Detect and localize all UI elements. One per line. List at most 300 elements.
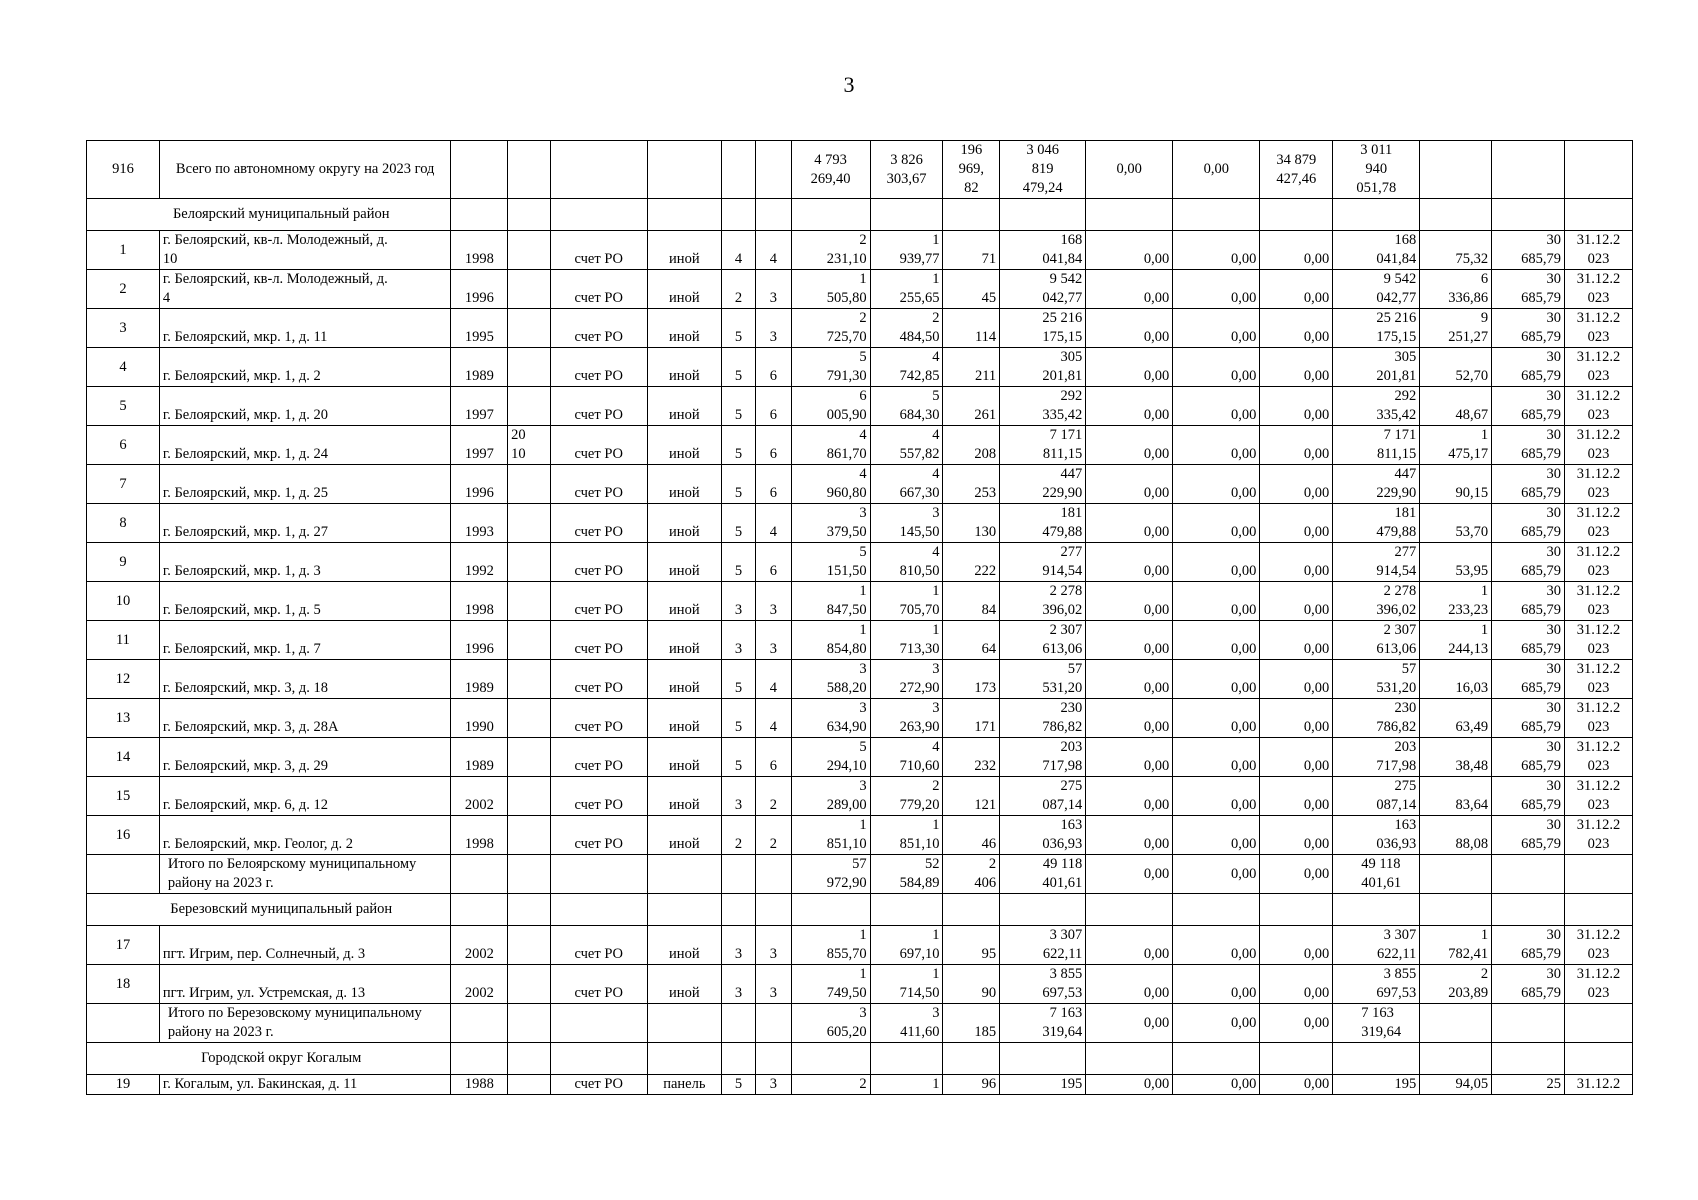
fund-method: счет РО <box>550 816 647 855</box>
fund-3: 0,00 <box>1260 348 1333 387</box>
residents: 95 <box>943 926 1000 965</box>
fund-method: счет РО <box>550 465 647 504</box>
fund-1: 0,00 <box>1086 426 1173 465</box>
living-area: 1 714,50 <box>870 965 943 1004</box>
repair-cost: 195 <box>1000 1075 1086 1095</box>
living-area: 4 742,85 <box>870 348 943 387</box>
row-number: 12 <box>87 660 160 699</box>
subtotal-residents: 185 <box>943 1004 1000 1043</box>
unit-cost: 1 782,41 <box>1420 926 1492 965</box>
unit-cost: 2 203,89 <box>1420 965 1492 1004</box>
table-row <box>87 309 1633 348</box>
wall-material: иной <box>647 348 721 387</box>
residents: 96 <box>943 1075 1000 1095</box>
fund-1: 0,00 <box>1086 777 1173 816</box>
subtotal-fund-3: 0,00 <box>1260 855 1333 894</box>
fund-2: 0,00 <box>1173 926 1260 965</box>
repair-cost: 230 786,82 <box>1000 699 1086 738</box>
wall-material: иной <box>647 270 721 309</box>
year-built: 1988 <box>451 1075 508 1095</box>
total-living-area: 3 826 303,67 <box>870 141 943 199</box>
subtotal-cost: 7 163 319,64 <box>1000 1004 1086 1043</box>
year-commissioned <box>508 309 551 348</box>
fund-2: 0,00 <box>1173 816 1260 855</box>
table-row <box>87 621 1633 660</box>
unit-limit: 30 685,79 <box>1492 926 1565 965</box>
year-commissioned <box>508 660 551 699</box>
fund-3: 0,00 <box>1260 660 1333 699</box>
total-fund-1: 0,00 <box>1086 141 1173 199</box>
owner-funds: 2 278 396,02 <box>1333 582 1420 621</box>
wall-material: иной <box>647 816 721 855</box>
address: г. Белоярский, мкр. 6, д. 12 <box>159 777 451 816</box>
deadline: 31.12.2 023 <box>1565 816 1633 855</box>
floors: 2 <box>721 270 755 309</box>
fund-method: счет РО <box>550 270 647 309</box>
residents: 71 <box>943 231 1000 270</box>
repair-cost: 447 229,90 <box>1000 465 1086 504</box>
subtotal-fund-1: 0,00 <box>1086 855 1173 894</box>
grand-total-row <box>87 141 1633 199</box>
year-commissioned: 20 10 <box>508 426 551 465</box>
fund-1: 0,00 <box>1086 1075 1173 1095</box>
deadline: 31.12.2 023 <box>1565 309 1633 348</box>
unit-limit: 30 685,79 <box>1492 816 1565 855</box>
fund-1: 0,00 <box>1086 738 1173 777</box>
total-area: 2 725,70 <box>791 309 870 348</box>
unit-cost: 6 336,86 <box>1420 270 1492 309</box>
year-built: 2002 <box>451 926 508 965</box>
living-area: 1 255,65 <box>870 270 943 309</box>
wall-material: иной <box>647 777 721 816</box>
fund-3: 0,00 <box>1260 582 1333 621</box>
residents: 121 <box>943 777 1000 816</box>
total-area: 1 855,70 <box>791 926 870 965</box>
owner-funds: 292 335,42 <box>1333 387 1420 426</box>
owner-funds: 3 307 622,11 <box>1333 926 1420 965</box>
year-commissioned <box>508 1075 551 1095</box>
unit-limit: 30 685,79 <box>1492 660 1565 699</box>
year-built: 1998 <box>451 582 508 621</box>
unit-limit: 30 685,79 <box>1492 777 1565 816</box>
floors: 5 <box>721 387 755 426</box>
deadline: 31.12.2 023 <box>1565 965 1633 1004</box>
repair-cost: 277 914,54 <box>1000 543 1086 582</box>
owner-funds: 163 036,93 <box>1333 816 1420 855</box>
wall-material: иной <box>647 660 721 699</box>
table-row <box>87 699 1633 738</box>
entrances: 6 <box>756 387 791 426</box>
total-area: 2 <box>791 1075 870 1095</box>
subtotal-row <box>87 855 1633 894</box>
table-row <box>87 465 1633 504</box>
unit-cost: 63,49 <box>1420 699 1492 738</box>
total-area: 1 851,10 <box>791 816 870 855</box>
entrances: 3 <box>756 926 791 965</box>
wall-material: иной <box>647 465 721 504</box>
deadline: 31.12.2 023 <box>1565 387 1633 426</box>
unit-limit: 30 685,79 <box>1492 309 1565 348</box>
living-area: 4 810,50 <box>870 543 943 582</box>
fund-1: 0,00 <box>1086 660 1173 699</box>
deadline: 31.12.2 023 <box>1565 426 1633 465</box>
table-row <box>87 231 1633 270</box>
unit-limit: 30 685,79 <box>1492 387 1565 426</box>
entrances: 4 <box>756 504 791 543</box>
address: г. Белоярский, мкр. 1, д. 2 <box>159 348 451 387</box>
fund-2: 0,00 <box>1173 738 1260 777</box>
unit-limit: 30 685,79 <box>1492 543 1565 582</box>
year-commissioned <box>508 387 551 426</box>
deadline: 31.12.2 023 <box>1565 231 1633 270</box>
fund-2: 0,00 <box>1173 543 1260 582</box>
fund-2: 0,00 <box>1173 231 1260 270</box>
total-residents: 196 969, 82 <box>943 141 1000 199</box>
owner-funds: 2 307 613,06 <box>1333 621 1420 660</box>
address: г. Белоярский, кв-л. Молодежный, д. 4 <box>159 270 451 309</box>
fund-method: счет РО <box>550 309 647 348</box>
unit-cost: 9 251,27 <box>1420 309 1492 348</box>
owner-funds: 3 855 697,53 <box>1333 965 1420 1004</box>
repair-cost: 3 307 622,11 <box>1000 926 1086 965</box>
repair-cost: 2 307 613,06 <box>1000 621 1086 660</box>
fund-1: 0,00 <box>1086 387 1173 426</box>
year-built: 1993 <box>451 504 508 543</box>
living-area: 4 710,60 <box>870 738 943 777</box>
entrances: 4 <box>756 231 791 270</box>
section-header <box>87 199 1633 231</box>
address: г. Белоярский, мкр. 1, д. 24 <box>159 426 451 465</box>
repair-cost: 275 087,14 <box>1000 777 1086 816</box>
unit-cost: 53,95 <box>1420 543 1492 582</box>
year-built: 1998 <box>451 231 508 270</box>
fund-3: 0,00 <box>1260 777 1333 816</box>
unit-limit: 30 685,79 <box>1492 738 1565 777</box>
fund-2: 0,00 <box>1173 426 1260 465</box>
fund-1: 0,00 <box>1086 699 1173 738</box>
table-row <box>87 1075 1633 1095</box>
row-number: 3 <box>87 309 160 348</box>
entrances: 6 <box>756 543 791 582</box>
fund-1: 0,00 <box>1086 309 1173 348</box>
unit-cost: 75,32 <box>1420 231 1492 270</box>
year-built: 1989 <box>451 738 508 777</box>
residents: 64 <box>943 621 1000 660</box>
table-row <box>87 426 1633 465</box>
fund-3: 0,00 <box>1260 309 1333 348</box>
row-number: 13 <box>87 699 160 738</box>
fund-2: 0,00 <box>1173 504 1260 543</box>
residents: 232 <box>943 738 1000 777</box>
wall-material: иной <box>647 926 721 965</box>
row-number: 17 <box>87 926 160 965</box>
subtotal-area: 57 972,90 <box>791 855 870 894</box>
living-area: 3 263,90 <box>870 699 943 738</box>
deadline: 31.12.2 023 <box>1565 699 1633 738</box>
residents: 46 <box>943 816 1000 855</box>
year-commissioned <box>508 582 551 621</box>
year-commissioned <box>508 816 551 855</box>
deadline: 31.12.2 023 <box>1565 504 1633 543</box>
unit-cost: 1 475,17 <box>1420 426 1492 465</box>
row-number: 14 <box>87 738 160 777</box>
address: г. Когалым, ул. Бакинская, д. 11 <box>159 1075 451 1095</box>
living-area: 1 713,30 <box>870 621 943 660</box>
row-number: 4 <box>87 348 160 387</box>
row-number: 8 <box>87 504 160 543</box>
owner-funds: 277 914,54 <box>1333 543 1420 582</box>
repair-cost: 168 041,84 <box>1000 231 1086 270</box>
year-built: 1992 <box>451 543 508 582</box>
total-fund-3: 34 879 427,46 <box>1260 141 1333 199</box>
row-number: 9 <box>87 543 160 582</box>
owner-funds: 9 542 042,77 <box>1333 270 1420 309</box>
living-area: 1 705,70 <box>870 582 943 621</box>
unit-limit: 30 685,79 <box>1492 699 1565 738</box>
subtotal-label: Итого по Белоярскому муниципальному району на 2023 г. <box>159 855 451 894</box>
fund-1: 0,00 <box>1086 231 1173 270</box>
owner-funds: 168 041,84 <box>1333 231 1420 270</box>
entrances: 3 <box>756 270 791 309</box>
year-built: 1990 <box>451 699 508 738</box>
total-area: 3 588,20 <box>791 660 870 699</box>
living-area: 3 272,90 <box>870 660 943 699</box>
address: г. Белоярский, мкр. 3, д. 29 <box>159 738 451 777</box>
entrances: 3 <box>756 1075 791 1095</box>
year-built: 1995 <box>451 309 508 348</box>
table-row <box>87 543 1633 582</box>
fund-2: 0,00 <box>1173 1075 1260 1095</box>
residents: 253 <box>943 465 1000 504</box>
year-commissioned <box>508 621 551 660</box>
fund-method: счет РО <box>550 231 647 270</box>
residents: 114 <box>943 309 1000 348</box>
fund-1: 0,00 <box>1086 621 1173 660</box>
unit-cost: 53,70 <box>1420 504 1492 543</box>
owner-funds: 203 717,98 <box>1333 738 1420 777</box>
deadline: 31.12.2 023 <box>1565 777 1633 816</box>
repair-cost: 292 335,42 <box>1000 387 1086 426</box>
total-area: 6 005,90 <box>791 387 870 426</box>
total-area: 3 634,90 <box>791 699 870 738</box>
fund-2: 0,00 <box>1173 387 1260 426</box>
fund-2: 0,00 <box>1173 348 1260 387</box>
wall-material: иной <box>647 309 721 348</box>
fund-method: счет РО <box>550 660 647 699</box>
page-number: 3 <box>843 72 855 97</box>
unit-limit: 25 <box>1492 1075 1565 1095</box>
wall-material: панель <box>647 1075 721 1095</box>
total-area: 1 847,50 <box>791 582 870 621</box>
repair-cost: 57 531,20 <box>1000 660 1086 699</box>
floors: 4 <box>721 231 755 270</box>
table-row <box>87 270 1633 309</box>
row-number: 19 <box>87 1075 160 1095</box>
total-code: 916 <box>87 141 160 199</box>
floors: 5 <box>721 426 755 465</box>
deadline: 31.12.2 023 <box>1565 270 1633 309</box>
fund-1: 0,00 <box>1086 582 1173 621</box>
section-header <box>87 894 1633 926</box>
unit-limit: 30 685,79 <box>1492 270 1565 309</box>
deadline: 31.12.2 <box>1565 1075 1633 1095</box>
subtotal-row <box>87 1004 1633 1043</box>
total-cost: 3 046 819 479,24 <box>1000 141 1086 199</box>
year-commissioned <box>508 348 551 387</box>
table-row <box>87 660 1633 699</box>
repair-cost: 9 542 042,77 <box>1000 270 1086 309</box>
floors: 5 <box>721 348 755 387</box>
address: г. Белоярский, мкр. 3, д. 18 <box>159 660 451 699</box>
residents: 130 <box>943 504 1000 543</box>
entrances: 4 <box>756 699 791 738</box>
table-row <box>87 926 1633 965</box>
fund-2: 0,00 <box>1173 465 1260 504</box>
fund-2: 0,00 <box>1173 621 1260 660</box>
unit-limit: 30 685,79 <box>1492 504 1565 543</box>
total-area: 1 749,50 <box>791 965 870 1004</box>
subtotal-residents: 2 406 <box>943 855 1000 894</box>
floors: 5 <box>721 738 755 777</box>
residents: 84 <box>943 582 1000 621</box>
repair-cost: 2 278 396,02 <box>1000 582 1086 621</box>
year-commissioned <box>508 543 551 582</box>
floors: 5 <box>721 699 755 738</box>
unit-limit: 30 685,79 <box>1492 965 1565 1004</box>
year-commissioned <box>508 926 551 965</box>
fund-3: 0,00 <box>1260 465 1333 504</box>
fund-method: счет РО <box>550 582 647 621</box>
entrances: 3 <box>756 965 791 1004</box>
total-area: 5 151,50 <box>791 543 870 582</box>
fund-2: 0,00 <box>1173 660 1260 699</box>
wall-material: иной <box>647 543 721 582</box>
owner-funds: 275 087,14 <box>1333 777 1420 816</box>
owner-funds: 7 171 811,15 <box>1333 426 1420 465</box>
fund-1: 0,00 <box>1086 504 1173 543</box>
fund-method: счет РО <box>550 348 647 387</box>
residents: 208 <box>943 426 1000 465</box>
table-row <box>87 816 1633 855</box>
year-built: 2002 <box>451 965 508 1004</box>
section-title: Белоярский муниципальный район <box>87 199 451 231</box>
row-number: 7 <box>87 465 160 504</box>
deadline: 31.12.2 023 <box>1565 465 1633 504</box>
row-number: 16 <box>87 816 160 855</box>
row-number: 10 <box>87 582 160 621</box>
living-area: 4 667,30 <box>870 465 943 504</box>
year-commissioned <box>508 738 551 777</box>
unit-cost: 90,15 <box>1420 465 1492 504</box>
residents: 261 <box>943 387 1000 426</box>
repair-cost: 203 717,98 <box>1000 738 1086 777</box>
subtotal-fund-2: 0,00 <box>1173 855 1260 894</box>
register-table <box>86 140 1633 1095</box>
address: г. Белоярский, мкр. 1, д. 5 <box>159 582 451 621</box>
address: г. Белоярский, мкр. 1, д. 3 <box>159 543 451 582</box>
total-area: 2 231,10 <box>791 231 870 270</box>
unit-cost: 1 244,13 <box>1420 621 1492 660</box>
fund-3: 0,00 <box>1260 621 1333 660</box>
unit-cost: 88,08 <box>1420 816 1492 855</box>
table-row <box>87 582 1633 621</box>
fund-method: счет РО <box>550 738 647 777</box>
row-number: 6 <box>87 426 160 465</box>
repair-cost: 305 201,81 <box>1000 348 1086 387</box>
fund-2: 0,00 <box>1173 309 1260 348</box>
address: пгт. Игрим, ул. Устремская, д. 13 <box>159 965 451 1004</box>
floors: 5 <box>721 660 755 699</box>
floors: 5 <box>721 465 755 504</box>
residents: 90 <box>943 965 1000 1004</box>
repair-cost: 163 036,93 <box>1000 816 1086 855</box>
wall-material: иной <box>647 699 721 738</box>
year-built: 1996 <box>451 621 508 660</box>
owner-funds: 230 786,82 <box>1333 699 1420 738</box>
subtotal-owner-funds: 7 163 319,64 <box>1333 1004 1420 1043</box>
address: г. Белоярский, мкр. 1, д. 11 <box>159 309 451 348</box>
wall-material: иной <box>647 621 721 660</box>
fund-3: 0,00 <box>1260 231 1333 270</box>
fund-2: 0,00 <box>1173 777 1260 816</box>
entrances: 4 <box>756 660 791 699</box>
subtotal-owner-funds: 49 118 401,61 <box>1333 855 1420 894</box>
unit-cost: 16,03 <box>1420 660 1492 699</box>
fund-3: 0,00 <box>1260 965 1333 1004</box>
total-area: 3 379,50 <box>791 504 870 543</box>
floors: 3 <box>721 965 755 1004</box>
year-commissioned <box>508 699 551 738</box>
fund-method: счет РО <box>550 1075 647 1095</box>
year-built: 1989 <box>451 660 508 699</box>
fund-3: 0,00 <box>1260 426 1333 465</box>
deadline: 31.12.2 023 <box>1565 660 1633 699</box>
total-area: 5 791,30 <box>791 348 870 387</box>
floors: 2 <box>721 816 755 855</box>
total-label: Всего по автономному округу на 2023 год <box>159 141 451 199</box>
wall-material: иной <box>647 738 721 777</box>
living-area: 1 939,77 <box>870 231 943 270</box>
wall-material: иной <box>647 582 721 621</box>
living-area: 1 697,10 <box>870 926 943 965</box>
year-commissioned <box>508 231 551 270</box>
residents: 222 <box>943 543 1000 582</box>
fund-2: 0,00 <box>1173 270 1260 309</box>
entrances: 6 <box>756 738 791 777</box>
entrances: 6 <box>756 465 791 504</box>
residents: 171 <box>943 699 1000 738</box>
entrances: 3 <box>756 582 791 621</box>
owner-funds: 447 229,90 <box>1333 465 1420 504</box>
residents: 45 <box>943 270 1000 309</box>
address: г. Белоярский, мкр. 1, д. 7 <box>159 621 451 660</box>
address: г. Белоярский, мкр. 3, д. 28А <box>159 699 451 738</box>
wall-material: иной <box>647 965 721 1004</box>
table-row <box>87 738 1633 777</box>
row-number: 18 <box>87 965 160 1004</box>
fund-1: 0,00 <box>1086 926 1173 965</box>
unit-limit: 30 685,79 <box>1492 231 1565 270</box>
living-area: 1 <box>870 1075 943 1095</box>
year-built: 1997 <box>451 426 508 465</box>
year-built: 1996 <box>451 270 508 309</box>
address: г. Белоярский, мкр. 1, д. 25 <box>159 465 451 504</box>
fund-method: счет РО <box>550 543 647 582</box>
deadline: 31.12.2 023 <box>1565 621 1633 660</box>
floors: 3 <box>721 582 755 621</box>
total-owner-funds: 3 011 940 051,78 <box>1333 141 1420 199</box>
fund-1: 0,00 <box>1086 543 1173 582</box>
